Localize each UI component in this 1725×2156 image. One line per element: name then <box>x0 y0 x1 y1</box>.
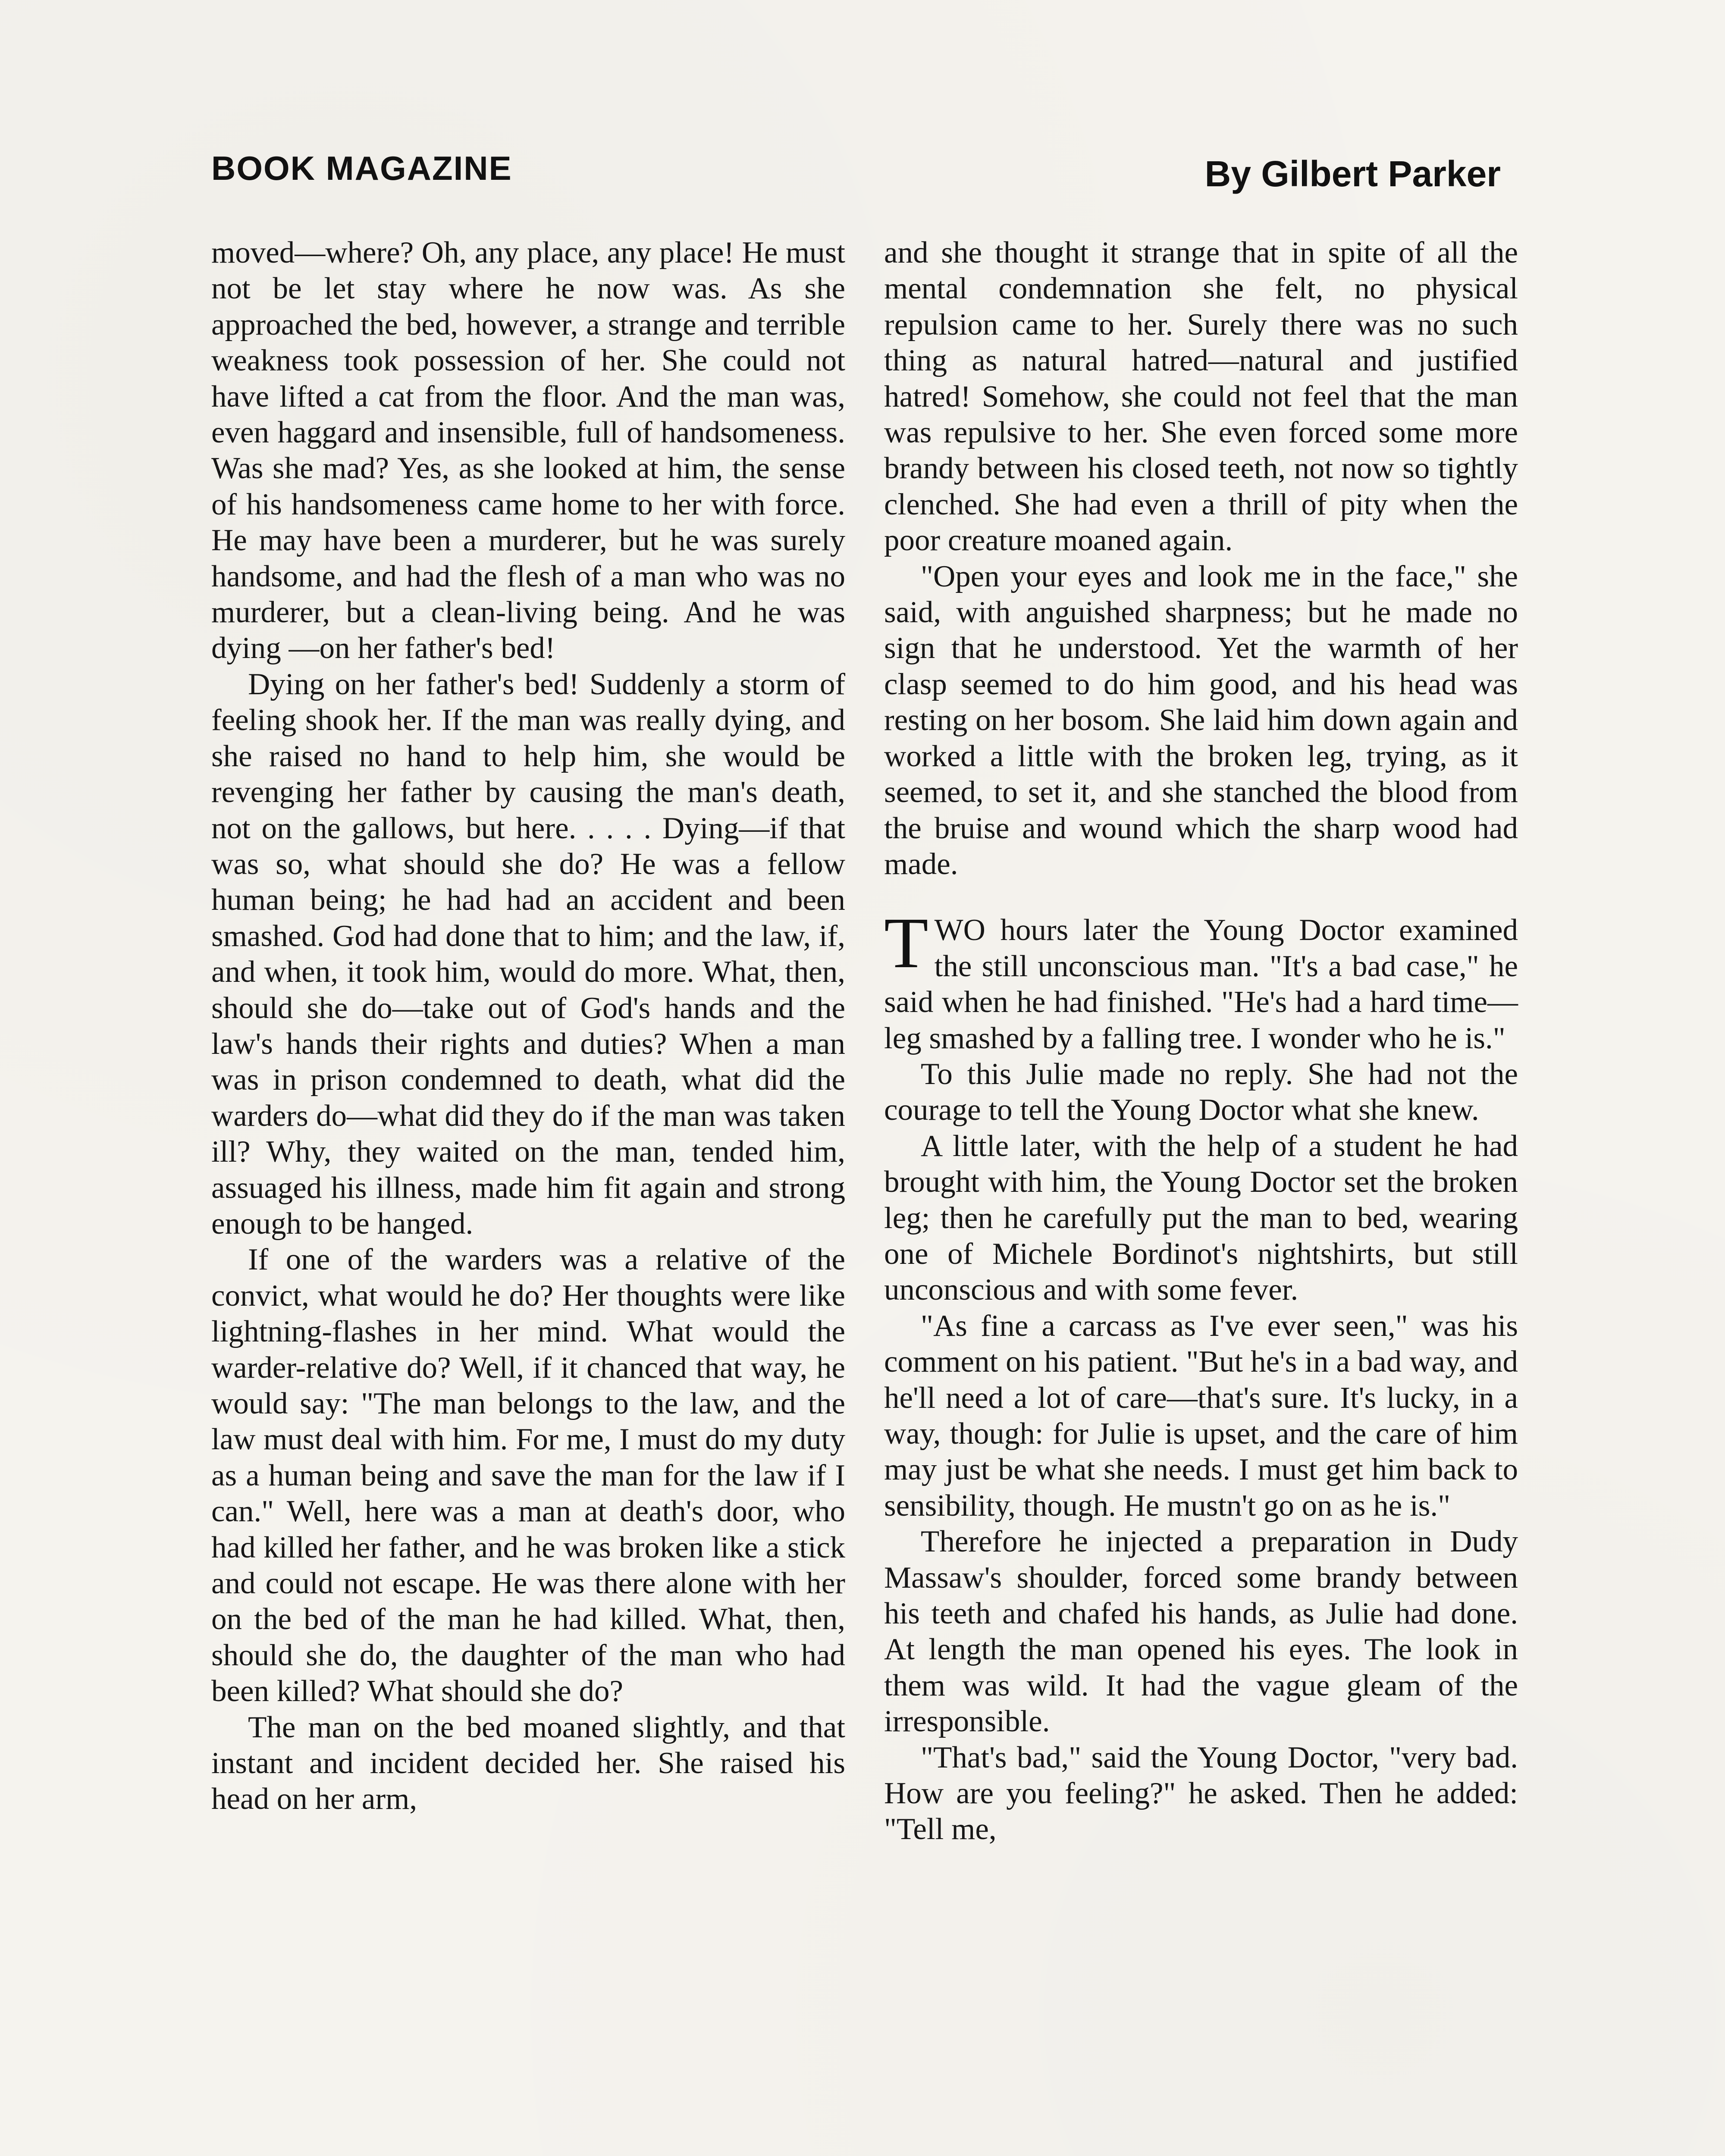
running-head-right: By Gilbert Parker <box>1204 154 1501 194</box>
section-opening-text: WO hours later the Young Doctor examined the still unconscious man. "It's a bad case," he said when he had finished. "He's had a hard time—leg smashed by a falling tree. I wonder who he is." <box>884 913 1518 1055</box>
right-paragraph-7: "That's bad," said the Young Doctor, "very bad. How are you feeling?" he asked. Then he added: "Tell me, <box>884 1740 1518 1846</box>
right-paragraph-1: and she thought it strange that in spite of all the mental condemnation she felt, no physical repulsion came to her. Surely there was no such thing as natural hatred—natural and justified hatred! Somehow, she could not feel that the man was repulsive to her. She even forced some more brandy between his closed teeth, not now so tightly clenched. She had even a thrill of pity when the poor creature moaned again. <box>884 236 1518 558</box>
drop-cap-letter: T <box>884 903 928 984</box>
left-column <box>211 235 845 1818</box>
left-paragraph-3: If one of the warders was a relative of the convict, what would he do? Her thoughts were like lightning-flashes in her mind. What would the warder-relative do? Well, if it chanced that way, he would say: "The man belongs to the law, and the law must deal with him. For me, I must do my duty as a human being and save the man for the law if I can." Well, here was a man at death's door, who had killed her father, and he was broken like a stick and could not escape. He was there alone with her on the bed of the man he had killed. What, then, should she do, the daughter of the man who had been killed? What should she do? <box>211 1243 845 1708</box>
left-paragraph-4: The man on the bed moaned slightly, and that instant and incident decided her. She raised his head on her arm, <box>211 1710 845 1816</box>
right-column <box>884 235 1518 1848</box>
running-head-left: BOOK MAGAZINE <box>211 149 512 187</box>
section-opening-paragraph <box>884 903 1518 1056</box>
right-paragraph-2: "Open your eyes and look me in the face," she said, with anguished sharpness; but he made no sign that he understood. Yet the warmth of her clasp seemed to do him good, and his head was resting on her bosom. She laid him down again and worked a little with the broken leg, trying, as it seemed, to set it, and she stanched the blood from the bruise and wound which the sharp wood had made. <box>884 559 1518 881</box>
right-paragraph-5: "As fine a carcass as I've ever seen," was his comment on his patient. "But he's in a bad way, and he'll need a lot of care—that's sure. It's lucky, in a way, though: for Julie is upset, and the care of him may just be what she needs. I must get him back to sensibility, though. He mustn't go on as he is." <box>884 1309 1518 1523</box>
right-paragraph-6: Therefore he injected a preparation in Dudy Massaw's shoulder, forced some brandy between his teeth and chafed his hands, as Julie had done. At length the man opened his eyes. The look in them was wild. It had the vague gleam of the irresponsible. <box>884 1525 1518 1739</box>
left-paragraph-1: moved—where? Oh, any place, any place! He must not be let stay where he now was. As she approached the bed, however, a strange and terrible weakness took possession of her. She could not have lifted a cat from the floor. And the man was, even haggard and insensible, full of handsomeness. Was she mad? Yes, as she looked at him, the sense of his handsomeness came home to her with force. He may have been a murderer, but he was surely handsome, and had the flesh of a man who was no murderer, but a clean-living being. And he was dying —on her father's bed! <box>211 236 845 665</box>
right-paragraph-3: To this Julie made no reply. She had not the courage to tell the Young Doctor what she knew. <box>884 1057 1518 1127</box>
right-paragraph-4: A little later, with the help of a student he had brought with him, the Young Doctor set the broken leg; then he carefully put the man to bed, wearing one of Michele Bordinot's nightshirts, but still unconscious and with some fever. <box>884 1129 1518 1307</box>
left-paragraph-2: Dying on her father's bed! Suddenly a storm of feeling shook her. If the man was really dying, and she raised no hand to help him, she would be revenging her father by causing the man's death, not on the gallows, but here. . . . . Dying—if that was so, what should she do? He was a fellow human being; he had had an accident and been smashed. God had done that to him; and the law, if, and when, it took him, would do more. What, then, should she do—take out of God's hands and the law's hands their rights and duties? When a man was in prison condemned to death, what did the warders do—what did they do if the man was taken ill? Why, they waited on the man, tended him, assuaged his illness, made him fit again and strong enough to be hanged. <box>211 667 845 1241</box>
